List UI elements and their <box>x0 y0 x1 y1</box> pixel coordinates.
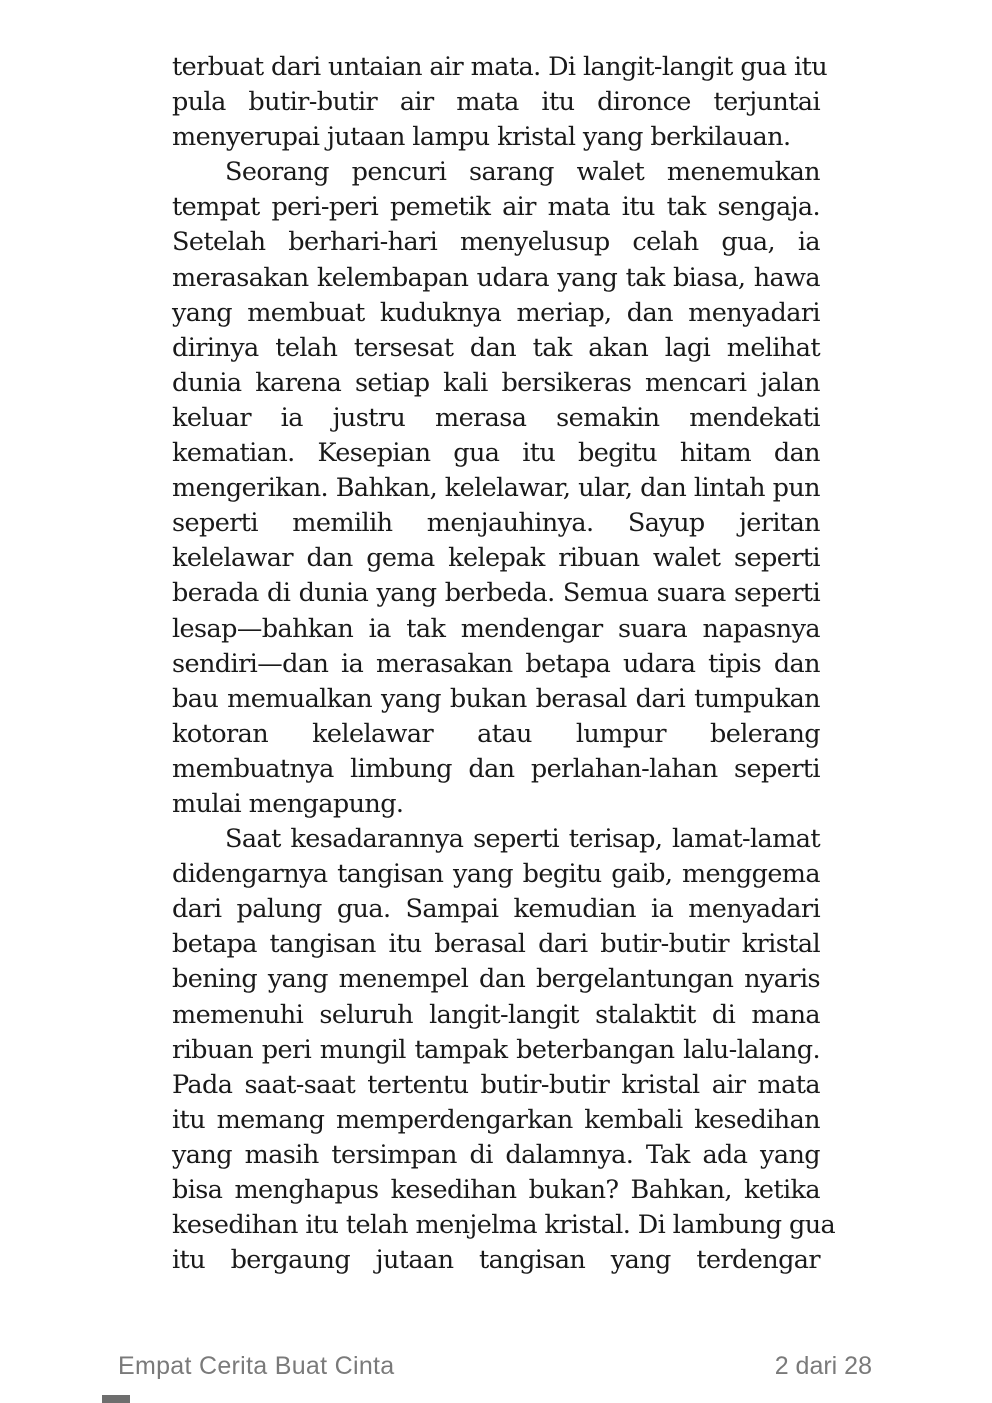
text-line: keluar ia justru merasa semakin mendekati <box>172 402 820 433</box>
text-line: bau memualkan yang bukan berasal dari tumpukan <box>172 683 820 714</box>
text-line: yang masih tersimpan di dalamnya. Tak ada yang <box>172 1139 820 1170</box>
text-line: itu memang memperdengarkan kembali kesedihan <box>172 1104 820 1135</box>
text-line: kelelawar dan gema kelepak ribuan walet seperti <box>172 543 820 574</box>
text-line: kematian. Kesepian gua itu begitu hitam dan <box>172 438 820 469</box>
text-line: Saat kesadarannya seperti terisap, lamat-lamat <box>225 824 820 855</box>
text-line: betapa tangisan itu berasal dari butir-butir kristal <box>172 929 820 960</box>
body-text <box>172 50 836 1278</box>
text-line: dirinya telah tersesat dan tak akan lagi melihat <box>172 332 820 363</box>
text-line: itu bergaung jutaan tangisan yang terdengar <box>172 1245 820 1276</box>
text-line: bening yang menempel dan bergelantungan nyaris <box>172 964 820 995</box>
text-line: seperti memilih menjauhinya. Sayup jeritan <box>172 508 820 539</box>
text-line: dunia karena setiap kali bersikeras mencari jalan <box>172 367 820 398</box>
page-corner-mark <box>102 1395 130 1403</box>
text-line: Pada saat-saat tertentu butir-butir kristal air mata <box>172 1069 820 1100</box>
text-line: sendiri—dan ia merasakan betapa udara tipis dan <box>172 648 820 679</box>
text-line: lesap—bahkan ia tak mendengar suara napasnya <box>172 613 820 644</box>
text-line: berada di dunia yang berbeda. Semua suara seperti <box>172 578 820 609</box>
page-indicator: 2 dari 28 <box>774 1352 872 1380</box>
text-line: dari palung gua. Sampai kemudian ia menyadari <box>172 894 820 925</box>
text-line: terbuat dari untaian air mata. Di langit-langit gua itu <box>172 52 828 82</box>
text-line: Seorang pencuri sarang walet menemukan <box>225 157 820 188</box>
text-line: pula butir-butir air mata itu dironce terjuntai <box>172 87 820 118</box>
text-line: mulai mengapung. <box>172 788 404 819</box>
text-line: yang membuat kuduknya meriap, dan menyadari <box>172 297 820 328</box>
text-line: kotoran kelelawar atau lumpur belerang <box>172 718 820 749</box>
text-line: membuatnya limbung dan perlahan-lahan seperti <box>172 753 820 784</box>
book-title: Empat Cerita Buat Cinta <box>118 1352 395 1380</box>
text-line: tempat peri-peri pemetik air mata itu tak sengaja. <box>172 192 820 223</box>
text-line: Setelah berhari-hari menyelusup celah gua, ia <box>172 227 820 258</box>
text-line: didengarnya tangisan yang begitu gaib, menggema <box>172 859 820 890</box>
text-line: kesedihan itu telah menjelma kristal. Di lambung gua <box>172 1210 836 1241</box>
text-line: menyerupai jutaan lampu kristal yang berkilauan. <box>172 122 791 153</box>
text-line: merasakan kelembapan udara yang tak biasa, hawa <box>172 262 820 293</box>
text-line: memenuhi seluruh langit-langit stalaktit di mana <box>172 999 820 1030</box>
text-line: ribuan peri mungil tampak beterbangan lalu-lalang. <box>172 1034 820 1065</box>
text-line: bisa menghapus kesedihan bukan? Bahkan, ketika <box>172 1175 820 1205</box>
text-line: mengerikan. Bahkan, kelelawar, ular, dan lintah pun <box>172 473 820 504</box>
